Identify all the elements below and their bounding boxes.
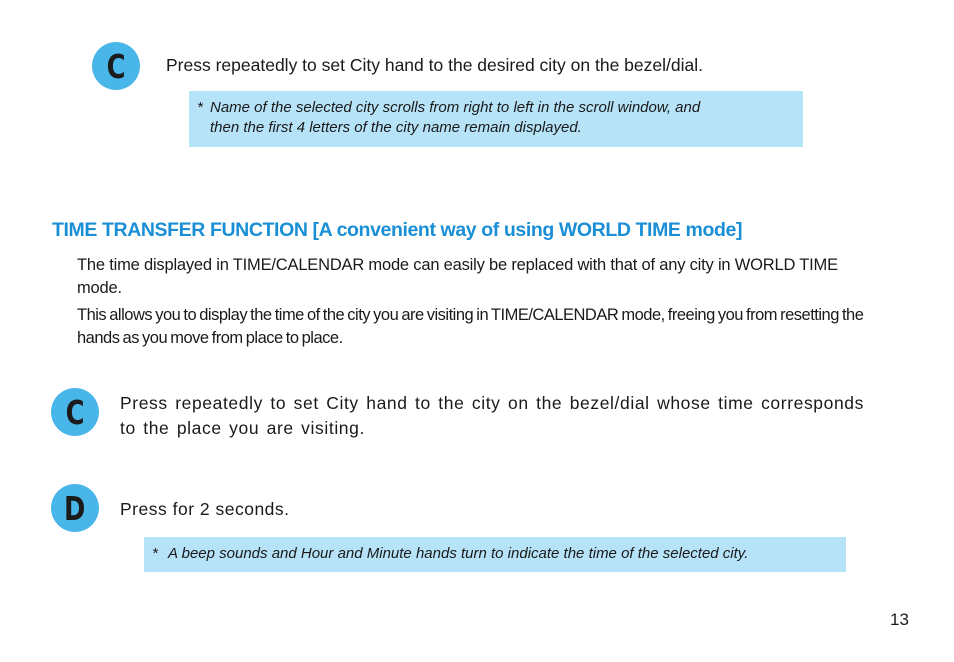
page-number: 13 (890, 610, 909, 629)
button-d-letter: D (64, 488, 86, 528)
step1-note-line1: Name of the selected city scrolls from right to left in the scroll window, and (210, 99, 701, 116)
step3-note-text: A beep sounds and Hour and Minute hands turn to indicate the time of the selected city. (168, 545, 749, 562)
section-paragraph-2: This allows you to display the time of the city you are visiting in TIME/CALENDAR mode, freeing you from resetting the hands as you move from place to place. (77, 306, 864, 347)
step1-instruction: Press repeatedly to set City hand to the desired city on the bezel/dial. (166, 55, 703, 75)
button-d-icon (51, 484, 99, 532)
button-c-letter: C (65, 392, 85, 432)
step1-note-line2: then the first 4 letters of the city name remain displayed. (210, 119, 582, 136)
button-c-icon (92, 42, 140, 90)
step2-instruction: Press repeatedly to set City hand to the city on the bezel/dial whose time corresponds to the place you are visiting. (120, 393, 864, 438)
step1-note (189, 91, 803, 147)
section-paragraph-1: The time displayed in TIME/CALENDAR mode can easily be replaced with that of any city in WORLD TIME mode. (77, 256, 838, 297)
note-asterisk: * (197, 99, 203, 116)
button-c-letter: C (106, 46, 126, 86)
step3-instruction: Press for 2 seconds. (120, 499, 290, 519)
section-heading: TIME TRANSFER FUNCTION [A convenient way of using WORLD TIME mode] (52, 219, 743, 241)
button-c-icon (51, 388, 99, 436)
step3-note (144, 537, 846, 572)
note-asterisk: * (152, 545, 158, 562)
